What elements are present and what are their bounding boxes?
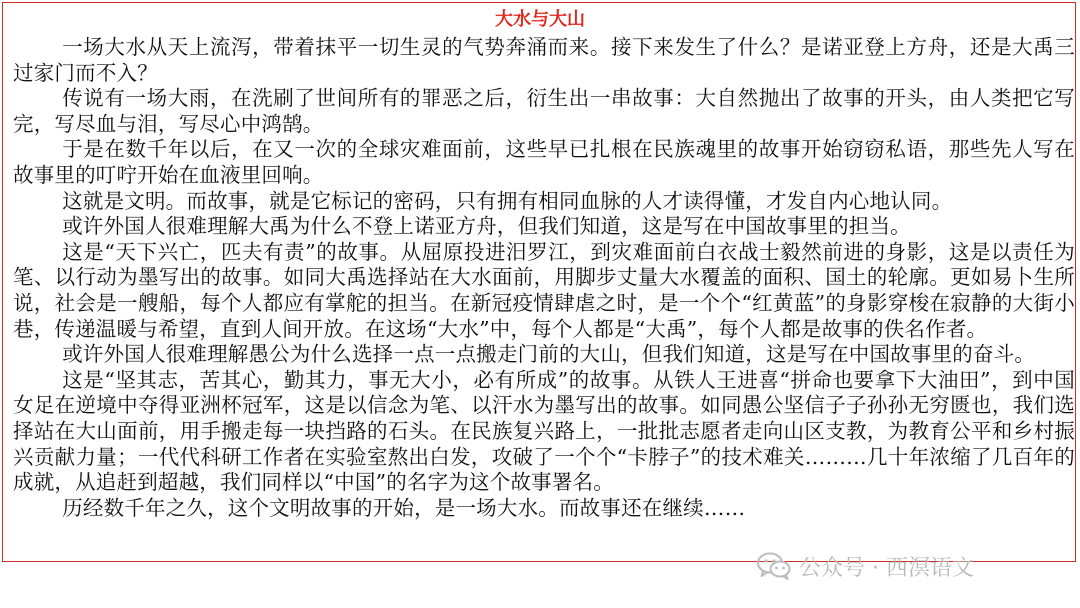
paragraph: 这就是文明。而故事，就是它标记的密码，只有拥有相同血脉的人才读得懂，才发自内心地认同。 [62, 188, 953, 213]
document-frame [2, 2, 1076, 562]
document-body [13, 35, 1075, 521]
paragraph: 传说有一场大雨，在洗刷了世间所有的罪恶之后，衍生出一串故事：大自然抛出了故事的开头，由人类把它写完，写尽血与泪，写尽心中鸿鹄。 [13, 86, 1075, 136]
watermark-text: 公众号 · 西溟语文 [799, 555, 974, 581]
paragraph: 或许外国人很难理解大禹为什么不登上诺亚方舟，但我们知道，这是写在中国故事里的担当。 [62, 214, 911, 239]
paragraph: 这是“天下兴亡，匹夫有责”的故事。从屈原投进汨罗江，到灾难面前白衣战士毅然前进的身影，这是以责任为笔、以行动为墨写出的故事。如同大禹选择站在大水面前，用脚步丈量大水覆盖的面积、国土的轮廓。更如易卜生所说，社会是一艘船，每个人都应有掌舵的担当。在新冠疫情肆虐之时，是一个个“红黄蓝”的身影穿梭在寂静的大街小巷，传递温暖与希望，直到人间开放。在这场“大水”中，每个人都是“大禹”，每个人都是故事的佚名作者。 [13, 239, 1075, 341]
paragraph: 历经数千年之久，这个文明故事的开始，是一场大水。而故事还在继续…… [62, 495, 746, 520]
wechat-icon [757, 552, 791, 580]
document-title: 大水与大山 [495, 9, 585, 30]
paragraph: 这是“坚其志，苦其心，勤其力，事无大小，必有所成”的故事。从铁人王进喜“拼命也要拿下大油田”，到中国女足在逆境中夺得亚洲杯冠军，这是以信念为笔、以汗水为墨写出的故事。如同愚公坚信子子孙孙无穷匮也，我们选择站在大山面前，用手搬走每一块挡路的石头。在民族复兴路上，一批批志愿者走向山区支教，为教育公平和乡村振兴贡献力量；一代代科研工作者在实验室熬出白发，攻破了一个个“卡脖子”的技术难关………几十年浓缩了几百年的成就，从追赶到超越，我们同样以“中国”的名字为这个故事署名。 [13, 367, 1075, 495]
paragraph: 或许外国人很难理解愚公为什么选择一点一点搬走门前的大山，但我们知道，这是写在中国故事里的奋斗。 [62, 342, 1036, 367]
paragraph: 一场大水从天上流泻，带着抹平一切生灵的气势奔涌而来。接下来发生了什么？是诺亚登上方舟，还是大禹三过家门而不入？ [13, 35, 1075, 85]
watermark [757, 548, 974, 584]
paragraph: 于是在数千年以后，在又一次的全球灾难面前，这些早已扎根在民族魂里的故事开始窃窃私语，那些先人写在故事里的叮咛开始在血液里回响。 [13, 137, 1075, 187]
